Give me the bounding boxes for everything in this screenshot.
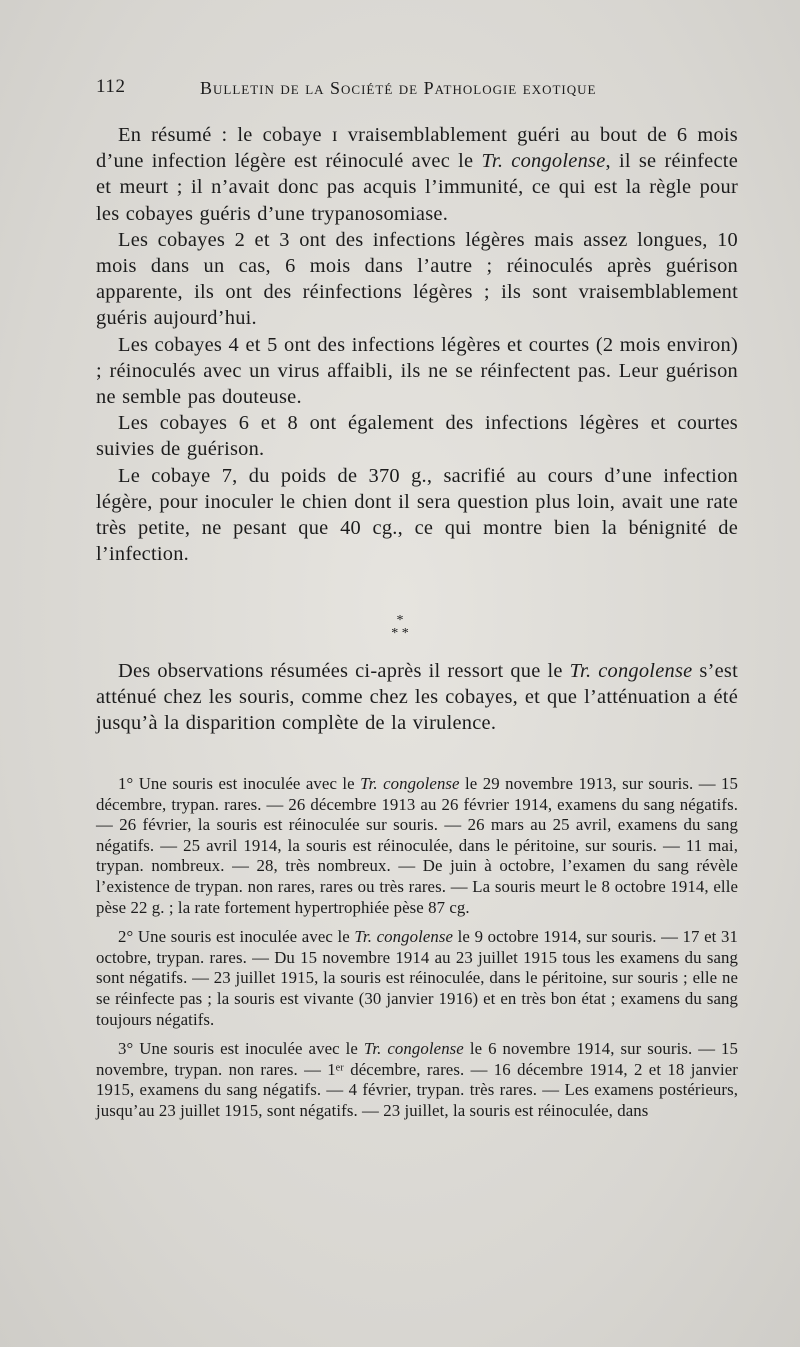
paragraph-observations-intro bbox=[96, 658, 738, 737]
species-name: Tr. congolense bbox=[363, 1039, 464, 1059]
observations-list bbox=[96, 774, 738, 1131]
separator-stars-bottom: * * bbox=[391, 626, 409, 641]
paragraph-cobaye-7 bbox=[96, 463, 738, 568]
section-separator bbox=[0, 614, 800, 640]
separator-star-top: * bbox=[396, 613, 404, 628]
journal-title: Bulletin de la Société de Pathologie exotique bbox=[200, 78, 597, 98]
text-run: , il se réinfecte et meurt ; il n’avait donc pas acquis l’immunité, ce qui est la règle pour les cobayes guéris d’une trypanosomiase. bbox=[96, 150, 739, 225]
running-header bbox=[96, 76, 738, 106]
summary-section bbox=[96, 122, 738, 567]
text-run: s’est atténué chez les souris, comme chez les cobayes, et que l’atténuation a été jusqu’à la disparition complète de la virulence. bbox=[96, 660, 739, 735]
text-run: 3° Une souris est inoculée avec le bbox=[118, 1039, 364, 1059]
page-number: 112 bbox=[96, 76, 126, 97]
observation-3 bbox=[96, 1039, 738, 1121]
text-run: En résumé : le cobaye ɪ vraisemblablement guéri au bout de 6 mois d’une infection légère est réinoculé avec le bbox=[96, 124, 738, 173]
text-run: Les cobayes 6 et 8 ont également des infections légères et courtes suivies de guérison. bbox=[96, 412, 738, 461]
text-run: le 9 octobre 1914, sur souris. — 17 et 31 octobre, trypan. rares. — Du 15 novembre 1914 au 23 juillet 1915 tous les examens du sang sont négatifs. — 23 juillet 1915, la souris est réinoculée, dans le péritoine, sur souris ; elle ne se réinfecte pas ; la souris est vivante (30 janvier 1916) et en très bon état ; examens du sang toujours négatifs. bbox=[96, 927, 739, 1029]
species-name: Tr. congolense bbox=[354, 927, 454, 947]
observations-intro-section bbox=[96, 658, 738, 737]
observation-1 bbox=[96, 774, 738, 918]
paragraph-summary bbox=[96, 122, 738, 227]
observation-2 bbox=[96, 927, 738, 1030]
text-run: Des observations résumées ci-après il ressort que le bbox=[118, 660, 570, 682]
text-run: 2° Une souris est inoculée avec le bbox=[118, 927, 355, 947]
species-name: Tr. congolense bbox=[360, 774, 460, 793]
species-name: Tr. congolense bbox=[569, 660, 693, 682]
text-run: Les cobayes 4 et 5 ont des infections légères et courtes (2 mois environ) ; réinoculés avec un virus affaibli, ils ne se réinfectent pas. Leur guérison ne semble pas douteuse. bbox=[96, 333, 738, 409]
text-run: le 6 novembre 1914, sur souris. — 15 novembre, trypan. non rares. — 1ᵉʳ décembre, rares. — 16 décembre 1914, 2 et 18 janvier 1915, examens du sang négatifs. — 4 février, trypan. très rares. — Les examens postérieurs, jusqu’au 23 juillet 1915, sont négatifs. — 23 juillet, la souris est réinoculée, dans bbox=[96, 1039, 739, 1120]
text-run: le 29 novembre 1913, sur souris. — 15 décembre, trypan. rares. — 26 décembre 1913 au 26 février 1914, examens du sang négatifs. — 26 février, la souris est réinoculée sur souris. — 26 mars au 25 avril, examens du sang négatifs. — 25 avril 1914, la souris est réinoculée, dans le péritoine, sur souris. — 11 mai, trypan. nombreux. — 28, très nombreux. — De juin à octobre, l’examen du sang révèle l’existence de trypan. non rares, rares ou très rares. — La souris meurt le 8 octobre 1914, elle pèse 22 g. ; la rate fortement hypertrophiée pèse 87 cg. bbox=[96, 774, 738, 917]
text-run: Les cobayes 2 et 3 ont des infections légères mais assez longues, 10 mois dans un cas, 6 mois dans l’autre ; réinoculés après guérison apparente, ils ont des réinfections légères ; ils sont vraisemblablement guéris aujourd’hui. bbox=[96, 228, 738, 330]
species-name: Tr. congolense bbox=[481, 150, 606, 173]
paragraph-cobayes-4-5 bbox=[96, 332, 738, 411]
paragraph-cobayes-6-8 bbox=[96, 410, 738, 462]
text-run: 1° Une souris est inoculée avec le bbox=[118, 774, 361, 793]
text-run: Le cobaye 7, du poids de 370 g., sacrifié au cours d’une infection légère, pour inoculer le chien dont il sera question plus loin, avait une rate très petite, ne pesant que 40 cg., ce qui montre bien la bénignité de l’infection. bbox=[96, 464, 738, 566]
paragraph-cobayes-2-3 bbox=[96, 227, 738, 332]
